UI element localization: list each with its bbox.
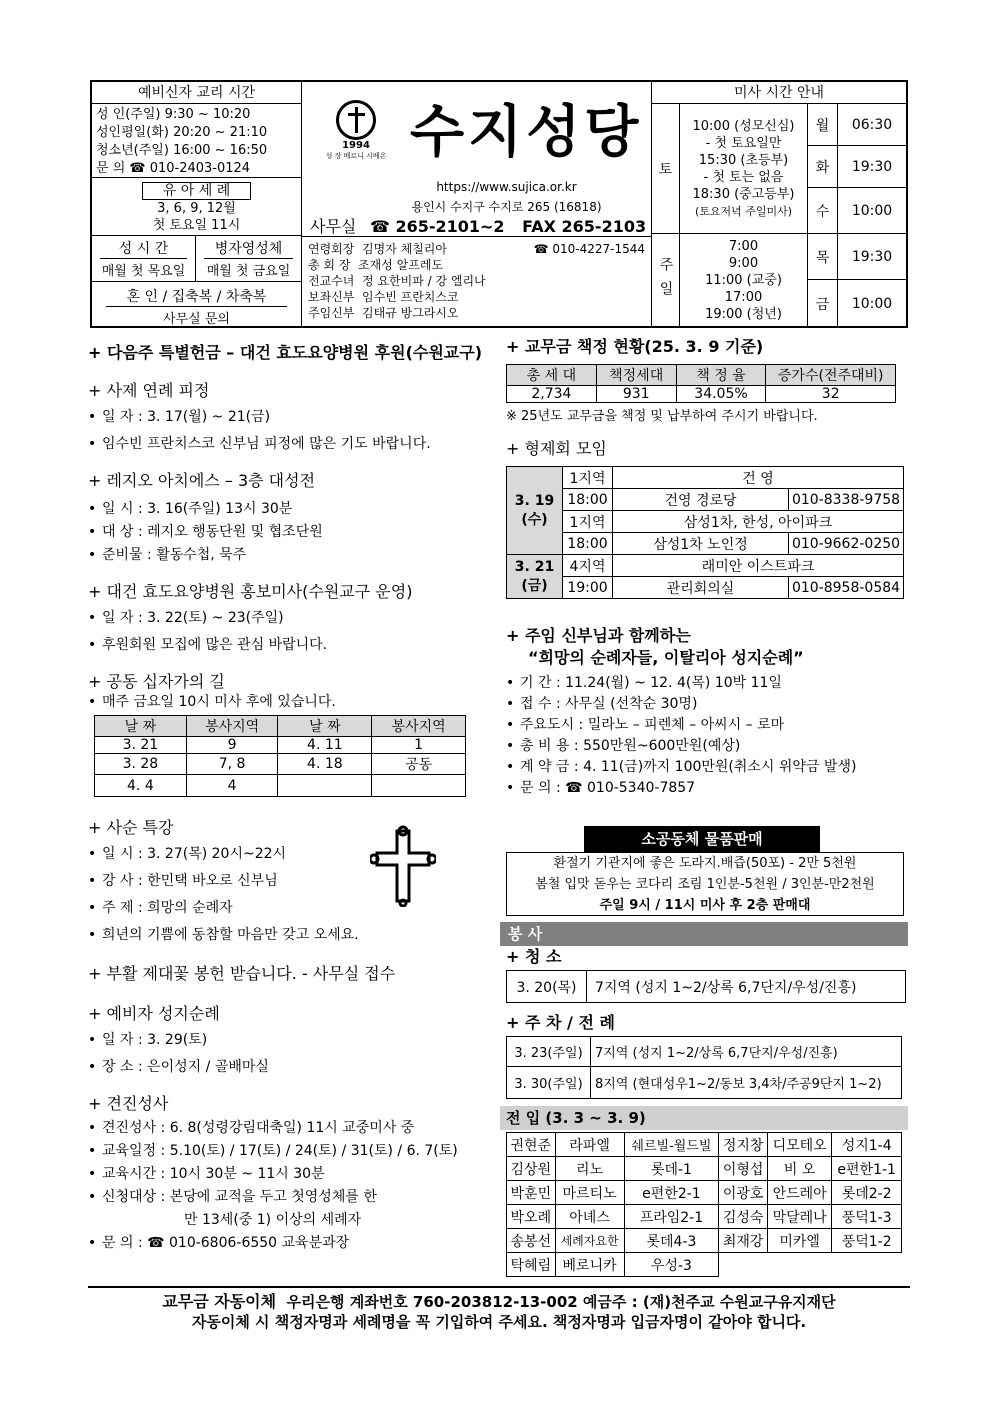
- footer: [88, 1292, 910, 1332]
- saturday-label: 토: [652, 104, 680, 234]
- wedding-box: [92, 282, 301, 328]
- hospital-item: • 후원회원 모집에 많은 관심 바랍니다.: [88, 634, 496, 657]
- sick-communion-title: 병자영성체: [204, 238, 293, 259]
- cleaning-table: [506, 970, 906, 1003]
- legio-item: • 준비물 : 활동수첩, 묵주: [88, 544, 496, 567]
- retreat-item: • 임수빈 프란치스코 신부님 피정에 많은 기도 바랍니다.: [88, 433, 496, 456]
- wedding-value: 사무실 문의: [163, 312, 230, 327]
- cross-icon: [336, 100, 376, 140]
- pilgrimage-item: • 일 자 : 3. 29(토): [88, 1029, 496, 1052]
- weekday-day: 화: [808, 146, 838, 188]
- move-in-table: [506, 1132, 902, 1277]
- retreat-title: + 사제 연례 피정: [88, 381, 210, 400]
- staff-row: 주임신부 김태규 방그라시오: [308, 306, 459, 320]
- weekday-day: 월: [808, 104, 838, 146]
- sunday-times: 7:00 9:00 11:00 (교중) 17:00 19:00 (청년): [680, 234, 808, 328]
- office-contact: [310, 214, 646, 237]
- parking-table: [506, 1036, 902, 1099]
- office-phone: ☎ 265-2101~2: [369, 217, 505, 236]
- move-in-bar: 전 입 (3. 3 ~ 3. 9): [500, 1106, 908, 1130]
- easter-flowers: + 부활 제대꽃 봉헌 받습니다. - 사무실 접수: [88, 964, 396, 983]
- table-row: 3. 23(주일) 7지역 (성지 1~2/상록 6,7단지/우성/진흥): [507, 1037, 902, 1067]
- confirmation-title: + 견진성사: [88, 1094, 169, 1113]
- footer-divider: [88, 1286, 910, 1288]
- confirmation-item: • 견진성사 : 6. 8(성령강림대축일) 11시 교중미사 중: [88, 1117, 496, 1140]
- italy-title-2: “희망의 순례자들, 이탈리아 성지순례”: [528, 648, 804, 667]
- legio-title: + 레지오 아치에스 – 3층 대성전: [88, 471, 316, 490]
- table-row: 3. 28 7, 8 4. 18 공동: [95, 754, 466, 775]
- weekday-time: 10:00: [838, 188, 906, 234]
- catechism-row: 성 인(주일) 9:30 ~ 10:20: [96, 107, 251, 122]
- cleaning-title: + 청 소: [506, 947, 562, 966]
- logo-year: 1994: [342, 140, 370, 151]
- office-label: 사무실: [310, 217, 357, 236]
- weekday-day: 금: [808, 280, 838, 328]
- sale-line: 환절기 기관지에 좋은 도라지.배즙(50포) - 2만 5천원: [553, 856, 857, 871]
- lecture-item: • 희년의 기쁨에 동참할 마음만 갖고 오세요.: [88, 924, 496, 947]
- dues-title: + 교무금 책정 현황(25. 3. 9 기준): [506, 337, 764, 356]
- brothers-meeting-title: + 형제회 모임: [506, 439, 607, 458]
- infant-line2: 첫 토요일 11시: [152, 218, 241, 233]
- table-row: 송봉선 세례자요한 롯데4-3 최재강 미카엘 풍덕1-2: [507, 1229, 902, 1253]
- infant-baptism-box: [92, 178, 301, 236]
- weekday-time: 19:30: [838, 234, 906, 280]
- staff-list: [302, 236, 651, 326]
- lecture-item: • 일 시 : 3. 27(목) 20시~22시: [88, 843, 496, 866]
- ornate-cross-icon: [370, 825, 436, 907]
- retreat-item: • 일 자 : 3. 17(월) ~ 21(금): [88, 406, 496, 429]
- sunday-label: 주일: [652, 234, 680, 328]
- stations-title: + 공동 십자가의 길: [88, 672, 225, 691]
- legio-item: • 대 상 : 레지오 행동단원 및 협조단원: [88, 521, 496, 544]
- weekday-day: 수: [808, 188, 838, 234]
- italy-item: • 기 간 : 11.24(월) ~ 12. 4(목) 10박 11일: [506, 673, 906, 694]
- right-column: [506, 336, 906, 799]
- holy-hour-title: 성 시 간: [100, 238, 187, 259]
- weekday-time: 10:00: [851, 296, 893, 312]
- special-offering: + 다음주 특별헌금 – 대건 효도요양병원 후원(수원교구): [88, 343, 483, 362]
- weekday-time: 06:30: [838, 104, 906, 146]
- italy-item: • 주요도시 : 밀라노 – 피렌체 – 아씨시 – 로마: [506, 715, 906, 736]
- table-row: 김상원 리노 롯데-1 이형섭 비 오 e편한1-1: [507, 1157, 902, 1181]
- confirmation-item: • 신청대상 : 본당에 교적을 두고 첫영성체를 한: [88, 1186, 496, 1209]
- italy-item: • 접 수 : 사무실 (선착순 30명): [506, 694, 906, 715]
- confirmation-item: • 교육일정 : 5.10(토) / 17(토) / 24(토) / 31(토) / 6. 7(토): [88, 1140, 496, 1163]
- italy-item: • 문 의 : ☎ 010-5340-7857: [506, 778, 906, 799]
- wedding-title: 혼 인 / 집축복 / 차축복: [106, 286, 287, 307]
- confirmation-item: • 문 의 : ☎ 010-6806-6550 교육분과장: [88, 1232, 496, 1255]
- parish-address: 용인시 수지구 수지로 265 (16818): [411, 200, 602, 214]
- pilgrimage-item: • 장 소 : 은이성지 / 골배마실: [88, 1056, 496, 1079]
- table-row: 탁혜림 베로니카 우성-3: [507, 1253, 902, 1277]
- sick-communion-value: 매월 첫 금요일: [206, 264, 291, 279]
- service-bar: 봉 사: [500, 922, 908, 946]
- italy-title-1: + 주임 신부님과 함께하는: [506, 626, 691, 645]
- staff-row: 보좌신부 임수빈 프란치스코: [308, 290, 459, 304]
- saturday-times: 10:00 (성모신심) - 첫 토요일만 15:30 (초등부) - 첫 토는 없음 18:30 (중고등부) (토요저녁 주일미사): [680, 104, 808, 234]
- dues-table: 총 세 대 책정세대 책 정 율 증가수(전주대비) 2,734 931 34.05% 32: [506, 364, 896, 403]
- footer-line-2: 자동이체 시 책정자명과 세례명을 꼭 기입하여 주세요. 책정자명과 입금자명이 같아야 합니다.: [191, 1313, 807, 1331]
- lenten-lecture-title: + 사순 특강: [88, 818, 174, 837]
- catechism-title: 예비신자 교리 시간: [92, 82, 301, 104]
- catechism-box: [92, 82, 301, 178]
- weekday-day: 목: [808, 234, 838, 280]
- legio-item: • 일 시 : 3. 16(주일) 13시 30분: [88, 498, 496, 521]
- table-row: 3. 21 9 4. 11 1: [95, 737, 466, 754]
- mass-title: 미사 시간 안내: [652, 82, 906, 104]
- italy-item: • 총 비 용 : 550만원~600만원(예상): [506, 736, 906, 757]
- italy-item: • 계 약 금 : 4. 11(금)까지 100만원(취소시 위약금 발생): [506, 757, 906, 778]
- table-row: 4. 4 4: [95, 775, 466, 797]
- dues-note: ※ 25년도 교무금을 책정 및 납부하여 주시기 바랍니다.: [506, 409, 818, 424]
- weekday-time: 19:30: [838, 146, 906, 188]
- catechism-row: 청소년(주일) 16:00 ~ 16:50: [96, 143, 268, 158]
- bulletin-header: [90, 80, 908, 328]
- holy-hour-box: [92, 236, 301, 282]
- catechism-row: 성인평일(화) 20:20 ~ 21:10: [96, 125, 268, 140]
- mass-times: [652, 82, 906, 326]
- stations-note: • 매주 금요일 10시 미사 후에 있습니다.: [88, 693, 496, 711]
- table-row: 박훈민 마르티노 e편한2-1 이광호 안드레아 롯데2-2: [507, 1181, 902, 1205]
- table-row: 3. 30(주일) 8지역 (현대성우1~2/동보 3,4차/주공9단지 1~2): [507, 1067, 902, 1099]
- stations-table: 날 짜 봉사지역 날 짜 봉사지역 3. 21 9 4. 11 1 3. 28 7, 8 4. 18 공동 4. 4 4: [94, 715, 466, 797]
- info-column-left: [92, 82, 302, 326]
- staff-row: 총 회 장 조재성 알프레도: [308, 258, 444, 272]
- sale-line: 봄철 입맛 돋우는 코다리 조림 1인분-5천원 / 3인분-만2천원: [535, 877, 875, 892]
- table-row: 권현준 라파엘 쉐르빌-월드빌 정지창 디모테오 성지1-4: [507, 1133, 902, 1157]
- table-row: 2,734 931 34.05% 32: [507, 386, 896, 403]
- footer-line-1: 교무금 자동이체 우리은행 계좌번호 760-203812-13-002 예금주 : (재)천주교 수원교구유지재단: [162, 1292, 836, 1311]
- lecture-item: • 주 제 : 희망의 순례자: [88, 897, 496, 920]
- sale-box: [506, 852, 904, 916]
- table-row: 박오례 아녜스 프라임2-1 김성숙 막달레나 풍덕1-3: [507, 1205, 902, 1229]
- confirmation-item: 만 13세(중 1) 이상의 세례자: [184, 1212, 362, 1228]
- hospital-mass-title: + 대건 효도요양병원 홍보미사(수원교구 운영): [88, 582, 413, 601]
- sale-line: 주일 9시 / 11시 미사 후 2층 판매대: [599, 898, 811, 913]
- parish-title-column: [302, 82, 652, 326]
- infant-line1: 3, 6, 9, 12월: [157, 201, 236, 216]
- parish-logo: [324, 96, 388, 166]
- parish-title: 수지성당: [410, 100, 643, 165]
- lecture-item: • 강 사 : 한민택 바오로 신부님: [88, 870, 496, 893]
- logo-caption: 성 장 베르니 시베온: [325, 152, 387, 160]
- staff-row: 전교수녀 정 요한비파 / 강 엘리나: [308, 274, 486, 288]
- website-link[interactable]: https://www.sujica.or.kr: [436, 180, 577, 194]
- confirmation-item: • 교육시간 : 10시 30분 ~ 11시 30분: [88, 1163, 496, 1186]
- catechumen-pilgrimage-title: + 예비자 성지순례: [88, 1004, 220, 1023]
- sale-title: 소공동체 물품판매: [584, 826, 820, 852]
- holy-hour-value: 매월 첫 목요일: [101, 264, 186, 279]
- table-row: 3. 20(목) 7지역 (성지 1~2/상록 6,7단지/우성/진흥): [507, 971, 906, 1003]
- staff-row: 연령회장 김명자 체칠리아 ☎ 010-4227-1544: [308, 242, 645, 256]
- brothers-table: 3. 19 (수) 1지역 건 영 18:00 건영 경로당 010-8338-9758 1지역 삼성1차, 한성, 아이파크 18:00 삼성1차 노인정 010-9662-0250 3. 21 (금) 4지역 래미안 이스트파크 19:00 관리회의실 010-8958-0584: [506, 466, 904, 599]
- catechism-row: 문 의 ☎ 010-2403-0124: [96, 161, 251, 176]
- infant-title: 유 아 세 례: [142, 182, 251, 200]
- left-column: [88, 342, 496, 1255]
- parking-title: + 주 차 / 전 례: [506, 1013, 615, 1032]
- office-fax: FAX 265-2103: [522, 217, 647, 236]
- hospital-item: • 일 자 : 3. 22(토) ~ 23(주일): [88, 607, 496, 630]
